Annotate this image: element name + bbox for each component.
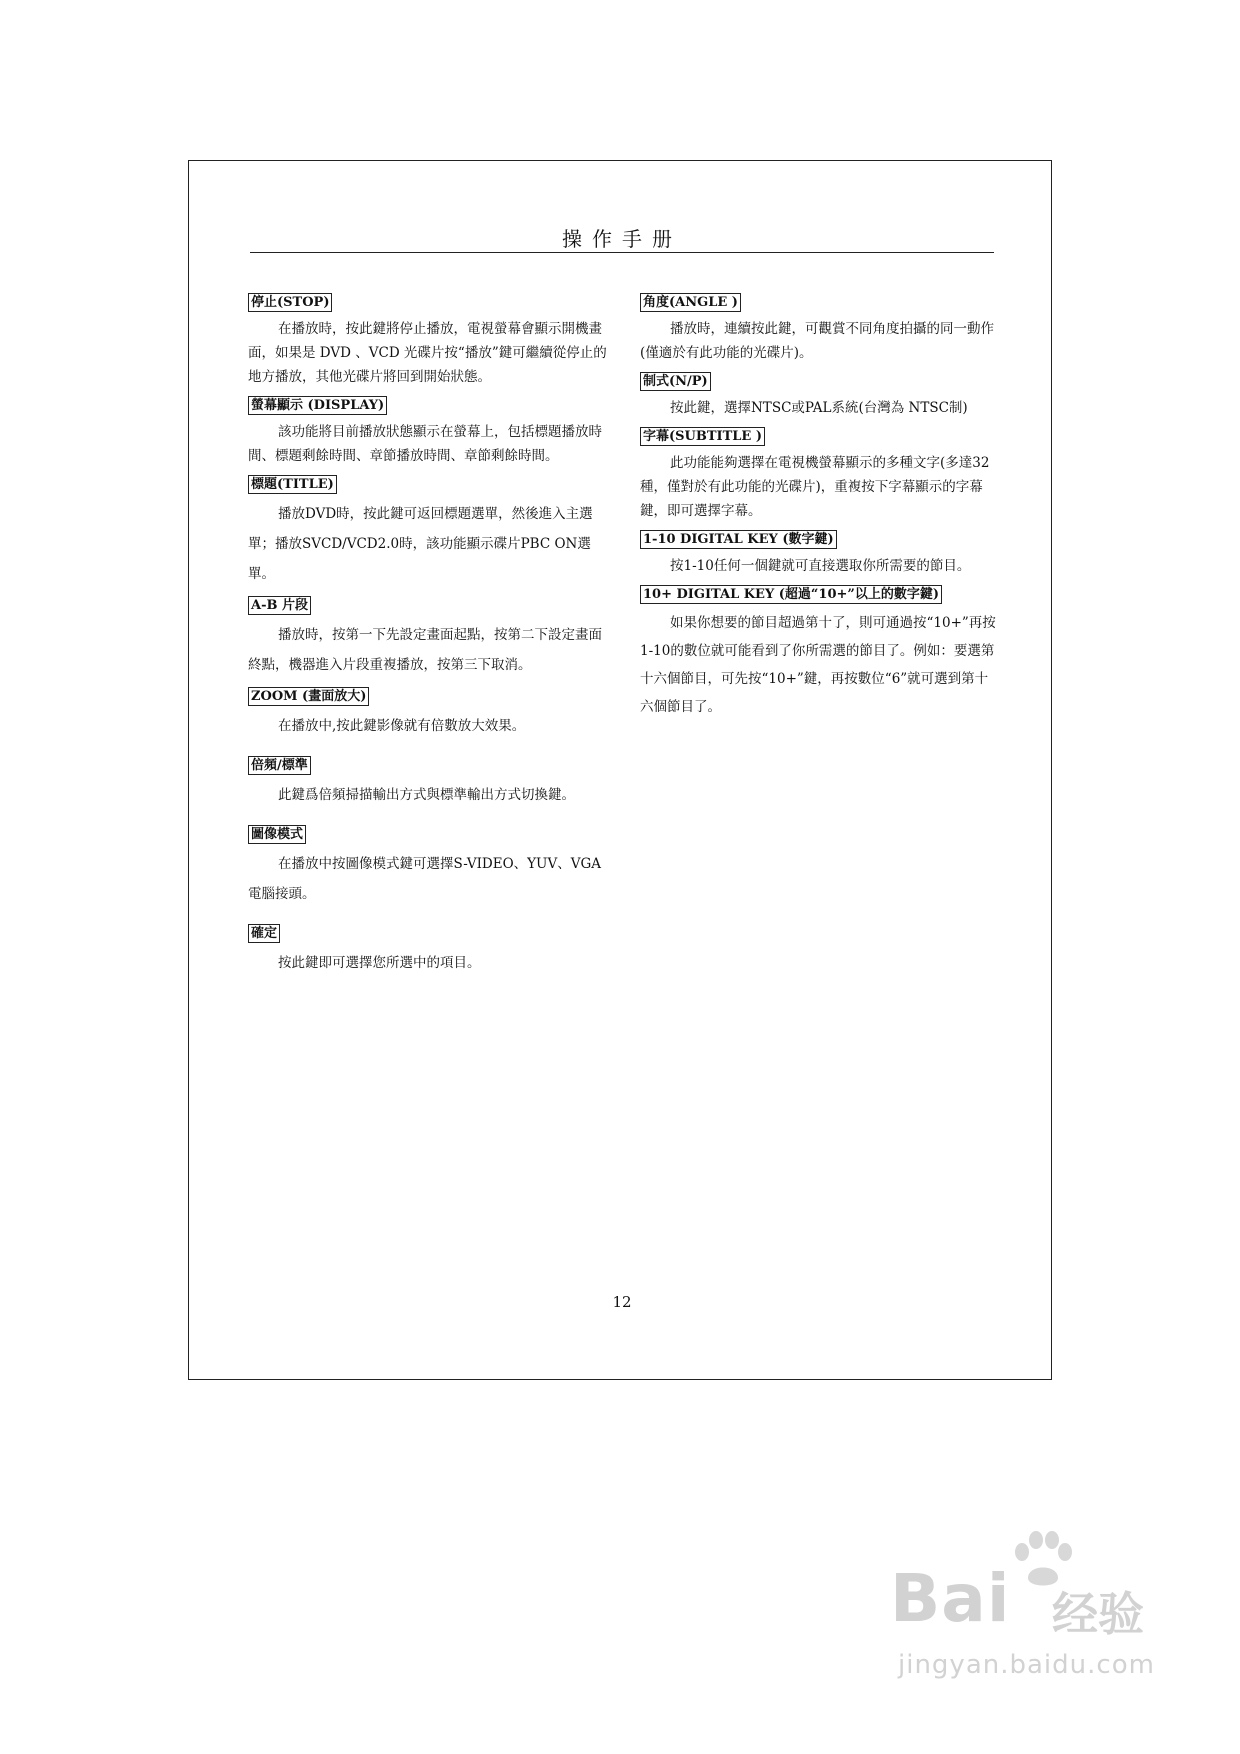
section-stop xyxy=(248,290,613,389)
section-body: 在播放中,按此鍵影像就有倍數放大效果。 xyxy=(278,718,526,734)
section-heading: 字幕(SUBTITLE ) xyxy=(640,427,765,446)
section-heading: 螢幕顯示 (DISPLAY) xyxy=(248,396,387,415)
section-heading: 標題(TITLE) xyxy=(248,475,337,494)
section-scan-mode xyxy=(248,753,613,810)
page-title: 操作手册 xyxy=(562,227,682,251)
right-column xyxy=(640,290,1000,725)
section-body: 按1-10任何一個鍵就可直接選取你所需要的節目。 xyxy=(670,558,971,574)
section-body: 播放時，連續按此鍵，可觀賞不同角度拍攝的同一動作(僅適於有此功能的光碟片)。 xyxy=(640,321,994,361)
section-heading: 角度(ANGLE ) xyxy=(640,293,741,312)
section-body: 播放DVD時，按此鍵可返回標題選單，然後進入主選單；播放SVCD/VCD2.0時，該功能顯示碟片PBC ON選單。 xyxy=(248,506,593,582)
section-heading: 確定 xyxy=(248,924,280,943)
section-image-mode xyxy=(248,822,613,909)
section-body: 在播放時，按此鍵將停止播放，電視螢幕會顯示開機畫面，如果是 DVD 、VCD 光碟片按“播放”鍵可繼續從停止的地方播放，其他光碟片將回到開始狀態。 xyxy=(248,321,607,385)
section-body: 按此鍵即可選擇您所選中的項目。 xyxy=(278,955,481,971)
section-heading: A-B 片段 xyxy=(248,596,311,615)
section-body: 在播放中按圖像模式鍵可選擇S-VIDEO、YUV、VGA電腦接頭。 xyxy=(248,856,601,902)
section-heading: 1-10 DIGITAL KEY (數字鍵) xyxy=(640,530,837,549)
watermark-suffix: 经验 xyxy=(1052,1587,1144,1641)
section-body: 此鍵爲倍頻掃描輸出方式與標準輸出方式切換鍵。 xyxy=(278,787,575,803)
section-np xyxy=(640,369,1000,420)
section-body: 按此鍵，選擇NTSC或PAL系統(台灣為 NTSC制) xyxy=(670,400,968,416)
section-digital-key xyxy=(640,527,1000,578)
section-body: 如果你想要的節目超過第十了，則可通過按“10+”再按1-10的數位就可能看到了你所需選的節目了。例如：要選第十六個節目，可先按“10+”鍵，再按數位“6”就可選到第十六個節目了。 xyxy=(640,615,996,715)
section-title xyxy=(248,472,613,589)
header-divider xyxy=(250,252,994,253)
page-number: 12 xyxy=(612,1293,632,1311)
left-column xyxy=(248,290,613,982)
section-angle xyxy=(640,290,1000,365)
section-heading: 10+ DIGITAL KEY (超過“10+”以上的數字鍵) xyxy=(640,585,942,604)
section-confirm xyxy=(248,921,613,978)
section-body: 播放時，按第一下先設定畫面起點，按第二下設定畫面終點，機器進入片段重複播放，按第三下取消。 xyxy=(248,627,602,673)
watermark-url: jingyan.baidu.com xyxy=(898,1650,1155,1680)
section-heading: 制式(N/P) xyxy=(640,372,711,391)
section-heading: 圖像模式 xyxy=(248,825,306,844)
section-body: 此功能能夠選擇在電視機螢幕顯示的多種文字(多達32種，僅對於有此功能的光碟片)，重複按下字幕顯示的字幕鍵，即可選擇字幕。 xyxy=(640,455,990,519)
section-display xyxy=(248,393,613,468)
watermark-brand: Bai xyxy=(890,1560,1011,1637)
section-zoom xyxy=(248,684,613,741)
section-heading: 倍頻/標準 xyxy=(248,756,311,775)
section-body: 該功能將目前播放狀態顯示在螢幕上，包括標題播放時間、標題剩餘時間、章節播放時間、章節剩餘時間。 xyxy=(248,424,602,464)
section-subtitle xyxy=(640,424,1000,523)
section-heading: ZOOM (畫面放大) xyxy=(248,687,369,706)
section-heading: 停止(STOP) xyxy=(248,293,332,312)
section-a-b xyxy=(248,593,613,680)
baidu-watermark xyxy=(880,1530,1180,1710)
section-10plus-key xyxy=(640,582,1000,721)
